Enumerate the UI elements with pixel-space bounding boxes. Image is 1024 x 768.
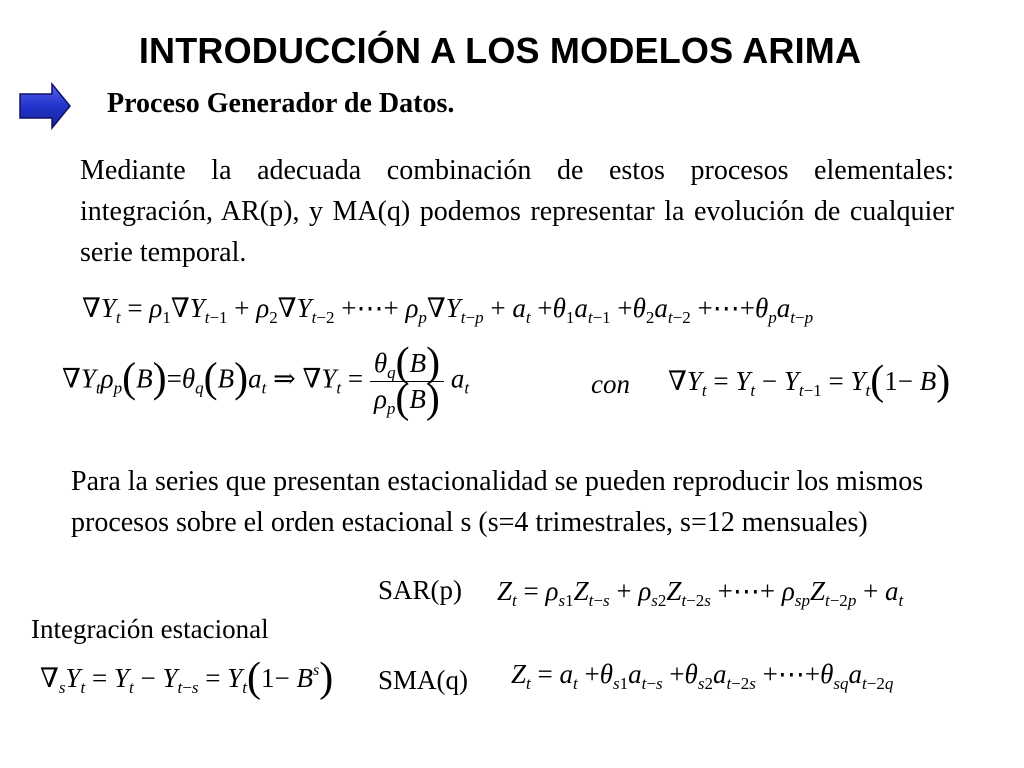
sma-label: SMA(q)	[378, 665, 469, 695]
seasonal-paragraph: Para la series que presentan estacionalidad se pueden reproducir los mismos procesos sobre el orden estacional s (s=4 trimestrales, s=12 mensuales)	[71, 466, 924, 538]
con-label: con	[591, 369, 630, 399]
page-title: INTRODUCCIÓN A LOS MODELOS ARIMA	[138, 30, 862, 71]
seasonal-integration-label: Integración estacional	[31, 614, 269, 644]
difference-operator-equation: $\nabla Y_t = Y_t - Y_{t-1} = Y_t(1- B)$	[668, 358, 951, 404]
arima-equation: $\nabla Y_t = \rho_1\nabla Y_{t-1} + \rho_2\nabla Y_{t-2}$ +⋯+ $\rho_p\nabla Y_{t-p} + a_t +\theta_1a_{t-1} +\theta_2a_{t-2}$ $+\cdots+\theta_pa_{t-p}$	[82, 293, 814, 327]
seasonal-difference-equation: $\nabla_sY_t = Y_t - Y_{t-s} = Y_t(1- B^s)$	[40, 655, 334, 701]
sar-equation: $Z_t = \rho_{s1}Z_{t-s} + \rho_{s2}Z_{t-2s}$ +⋯+ $\rho_{sp}Z_{t-2p} + a_t$	[497, 576, 904, 610]
lag-operator-equation: $\nabla Y_t\rho_p(B)=\theta_q(B)a_t$ ⇒ $\nabla Y_t$ = $\frac{\theta_q(B)}{\rho_p(B)}$ $a_t$	[62, 340, 470, 422]
sar-label: SAR(p)	[378, 575, 463, 605]
right-arrow-icon	[18, 82, 72, 130]
sma-equation: $Z_t = a_t +\theta_{s1}a_{t-s} +\theta_{s2}a_{t-2s}$ $+\cdots+\theta_{sq}a_{t-2q}$	[511, 659, 894, 693]
intro-paragraph: Mediante la adecuada combinación de estos procesos elementales: integración, AR(p), y MA(q) podemos representar la evolución de cualquier serie temporal.	[80, 155, 954, 268]
section-subtitle: Proceso Generador de Datos.	[107, 88, 455, 119]
